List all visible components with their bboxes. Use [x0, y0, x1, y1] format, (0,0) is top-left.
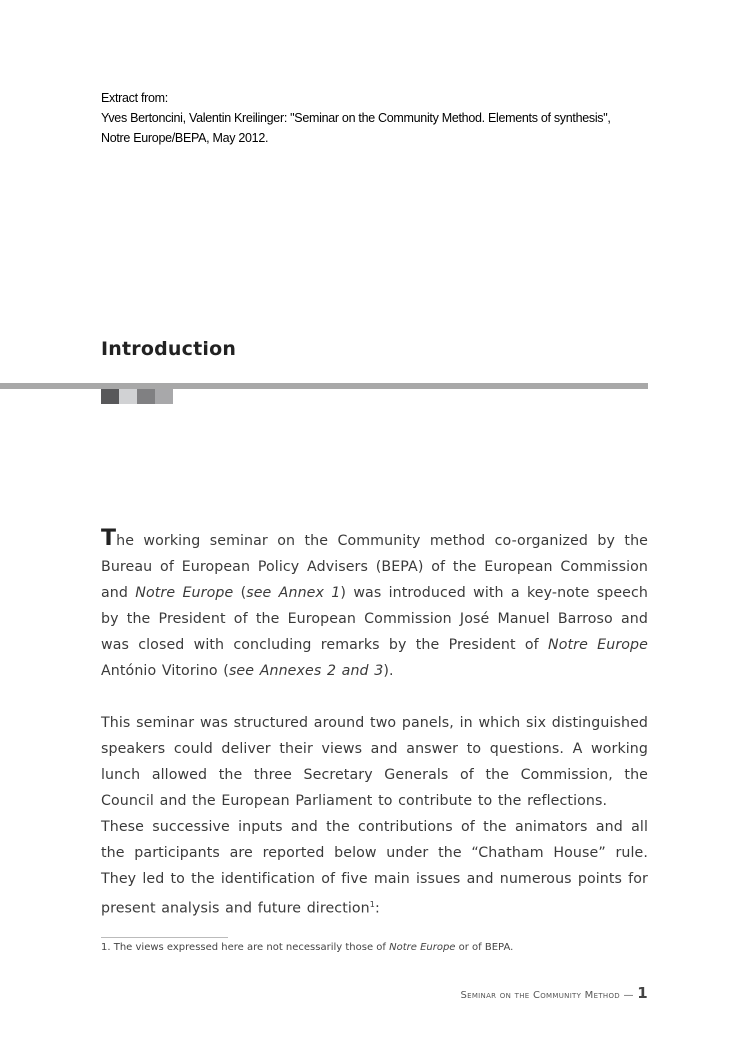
text: he working seminar on the Community method co-organized by the Bureau of European Policy Advisers (BEPA) of the European Commission and	[101, 533, 648, 601]
page-number: 1	[637, 984, 648, 1002]
text: ).	[383, 663, 394, 679]
paragraph-1	[101, 526, 648, 684]
italic-text: Notre Europe	[548, 637, 648, 653]
italic-text: Notre Europe	[135, 585, 234, 601]
heading-rule	[0, 383, 648, 389]
decor-square-3	[137, 389, 155, 404]
page-title: Introduction	[101, 338, 237, 360]
footnote-rule	[101, 937, 228, 938]
body-text	[101, 526, 648, 922]
extract-citation	[101, 88, 611, 148]
text: :	[374, 900, 380, 917]
italic-text: see Annex 1	[246, 585, 341, 601]
page-footer	[460, 984, 648, 1002]
text: António Vitorino (	[101, 663, 229, 679]
paragraph-2: This seminar was structured around two panels, in which six distinguished speakers could deliver their views and answer to questions. A working lunch allowed the three Secretary Generals of the Commission, the Council and the European Parliament to contribute to the reflections.	[101, 715, 648, 809]
extract-source: Yves Bertoncini, Valentin Kreilinger: "Seminar on the Community Method. Elements of synthesis",	[101, 111, 611, 125]
text: 1. The views expressed here are not necessarily those of	[101, 942, 390, 953]
running-title: Seminar on the Community Method	[460, 990, 620, 1001]
text: or of BEPA.	[455, 942, 514, 953]
extract-label: Extract from:	[101, 91, 168, 105]
paragraph-3	[101, 814, 648, 922]
extract-publisher: Notre Europe/BEPA, May 2012.	[101, 131, 269, 145]
footnote-ref[interactable]: 1	[369, 900, 375, 909]
decor-square-4	[155, 389, 173, 404]
separator: —	[619, 990, 638, 1001]
text: These successive inputs and the contributions of the animators and all the participants are reported below under the “Chatham House” rule. They led to the identification of five main issues and numerous points for present analysis and future direction	[101, 819, 648, 917]
decor-square-1	[101, 389, 119, 404]
decor-square-2	[119, 389, 137, 404]
text: (	[233, 585, 247, 601]
italic-text: Notre Europe	[389, 942, 456, 953]
footnote	[101, 942, 513, 953]
drop-cap: T	[101, 526, 117, 551]
italic-text: see Annexes 2 and 3	[228, 663, 384, 679]
text: ) was introduced with a key-note speech by the President of the European Commission José Manuel Barroso and was closed with concluding remarks by the President of	[101, 585, 648, 653]
